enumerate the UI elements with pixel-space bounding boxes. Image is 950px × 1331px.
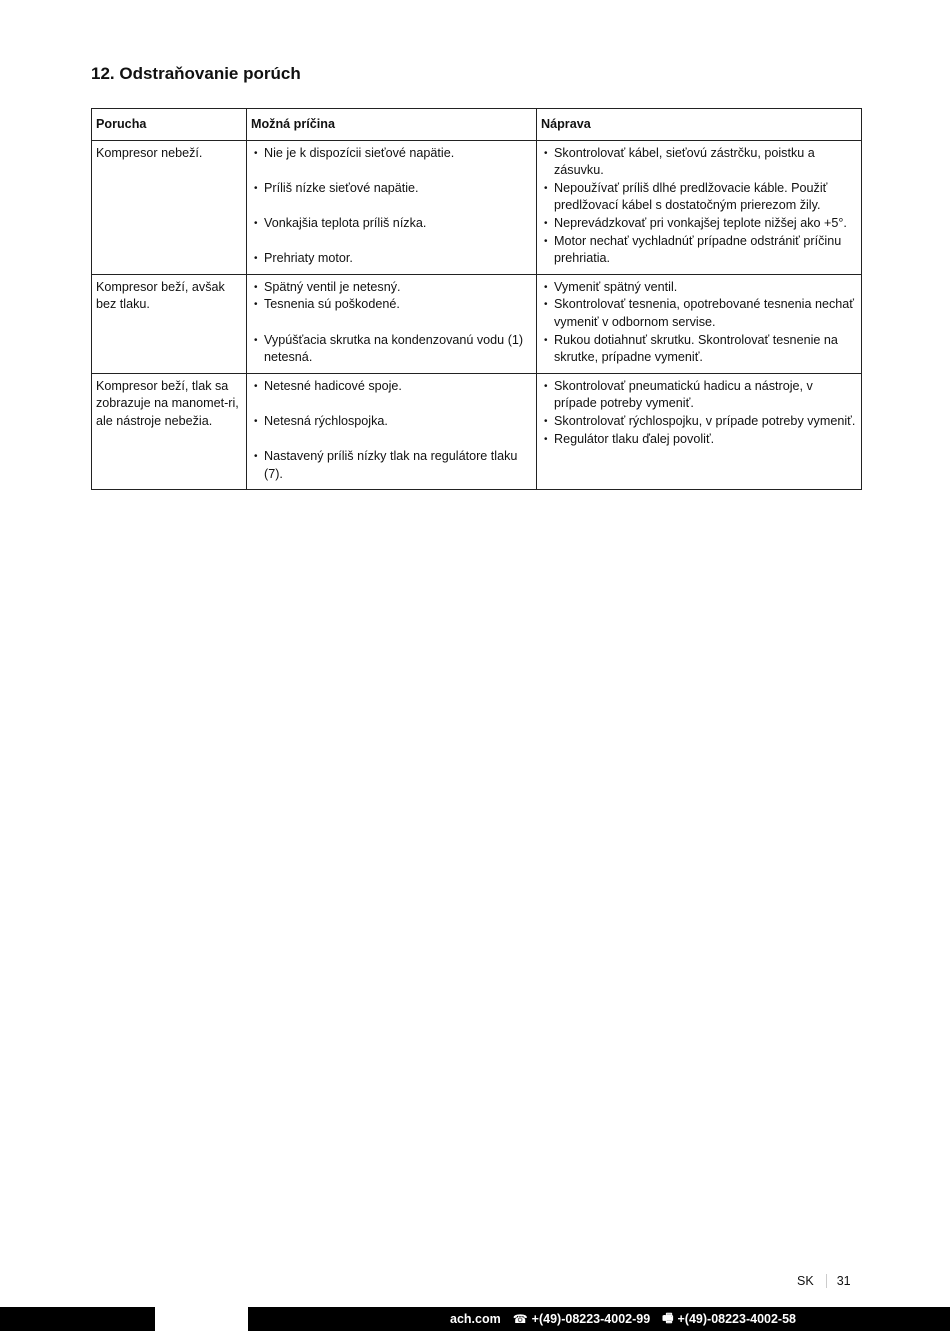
cause-item: • Tesnenia sú poškodené. [251, 296, 531, 314]
cause-cell [247, 274, 537, 373]
page-number: 31 [836, 1274, 851, 1288]
page-footer-label [797, 1270, 851, 1292]
remedy-cell [537, 373, 862, 490]
table-row [92, 373, 862, 490]
website-text: ach.com [450, 1312, 501, 1326]
cause-item: • Spätný ventil je netesný. [251, 279, 531, 297]
troubleshooting-table [91, 108, 862, 490]
remedy-item: • Motor nechať vychladnúť prípadne odstrániť príčinu prehriatia. [541, 233, 856, 268]
remedy-item: • Vymeniť spätný ventil. [541, 279, 856, 297]
cause-cell [247, 373, 537, 490]
cause-item: • Vypúšťacia skrutka na kondenzovanú vodu (1) netesná. [251, 332, 531, 367]
fault-cell: Kompresor beží, tlak sa zobrazuje na manomet-ri, ale nástroje nebežia. [92, 373, 247, 490]
fax-icon: 🖷 [662, 1310, 674, 1325]
cause-item: • Netesná rýchlospojka. [251, 413, 531, 431]
remedy-cell [537, 274, 862, 373]
fax-number: +(49)-08223-4002-58 [677, 1312, 796, 1326]
contact-info [450, 1307, 796, 1331]
remedy-item: • Skontrolovať pneumatickú hadicu a nástroje, v prípade potreby vymeniť. [541, 378, 856, 413]
remedy-item: • Skontrolovať rýchlospojku, v prípade potreby vymeniť. [541, 413, 856, 431]
cause-item: • Nie je k dispozícii sieťové napätie. [251, 145, 531, 163]
cause-cell [247, 140, 537, 274]
section-title: 12. Odstraňovanie porúch [91, 64, 301, 83]
cause-item: • Nastavený príliš nízky tlak na regulátore tlaku (7). [251, 448, 531, 483]
cause-item: • Prehriaty motor. [251, 250, 531, 268]
fault-cell: Kompresor nebeží. [92, 140, 247, 274]
table-header-row [92, 109, 862, 141]
phone-icon: ☎ [512, 1312, 528, 1326]
remedy-cell [537, 140, 862, 274]
header-cause: Možná príčina [247, 109, 537, 141]
remedy-item: • Neprevádzkovať pri vonkajšej teplote nižšej ako +5°. [541, 215, 856, 233]
header-fault: Porucha [92, 109, 247, 141]
remedy-item: • Regulátor tlaku ďalej povoliť. [541, 431, 856, 449]
cause-item: • Netesné hadicové spoje. [251, 378, 531, 396]
table-row [92, 140, 862, 274]
header-remedy: Náprava [537, 109, 862, 141]
remedy-item: • Nepoužívať príliš dlhé predlžovacie káble. Použiť predlžovací kábel s dostatočným prierezom žily. [541, 180, 856, 215]
footer-contact-bar [0, 1307, 950, 1331]
table-row [92, 274, 862, 373]
remedy-item: • Rukou dotiahnuť skrutku. Skontrolovať tesnenie na skrutke, prípadne vymeniť. [541, 332, 856, 367]
footer-bar-divider [155, 1307, 248, 1331]
cause-item: • Príliš nízke sieťové napätie. [251, 180, 531, 198]
fault-cell: Kompresor beží, avšak bez tlaku. [92, 274, 247, 373]
cause-item: • Vonkajšia teplota príliš nízka. [251, 215, 531, 233]
language-code: SK [797, 1274, 827, 1288]
phone-number: +(49)-08223-4002-99 [531, 1312, 651, 1326]
remedy-item: • Skontrolovať tesnenia, opotrebované tesnenia nechať vymeniť v odbornom servise. [541, 296, 856, 331]
remedy-item: • Skontrolovať kábel, sieťovú zástrčku, poistku a zásuvku. [541, 145, 856, 180]
